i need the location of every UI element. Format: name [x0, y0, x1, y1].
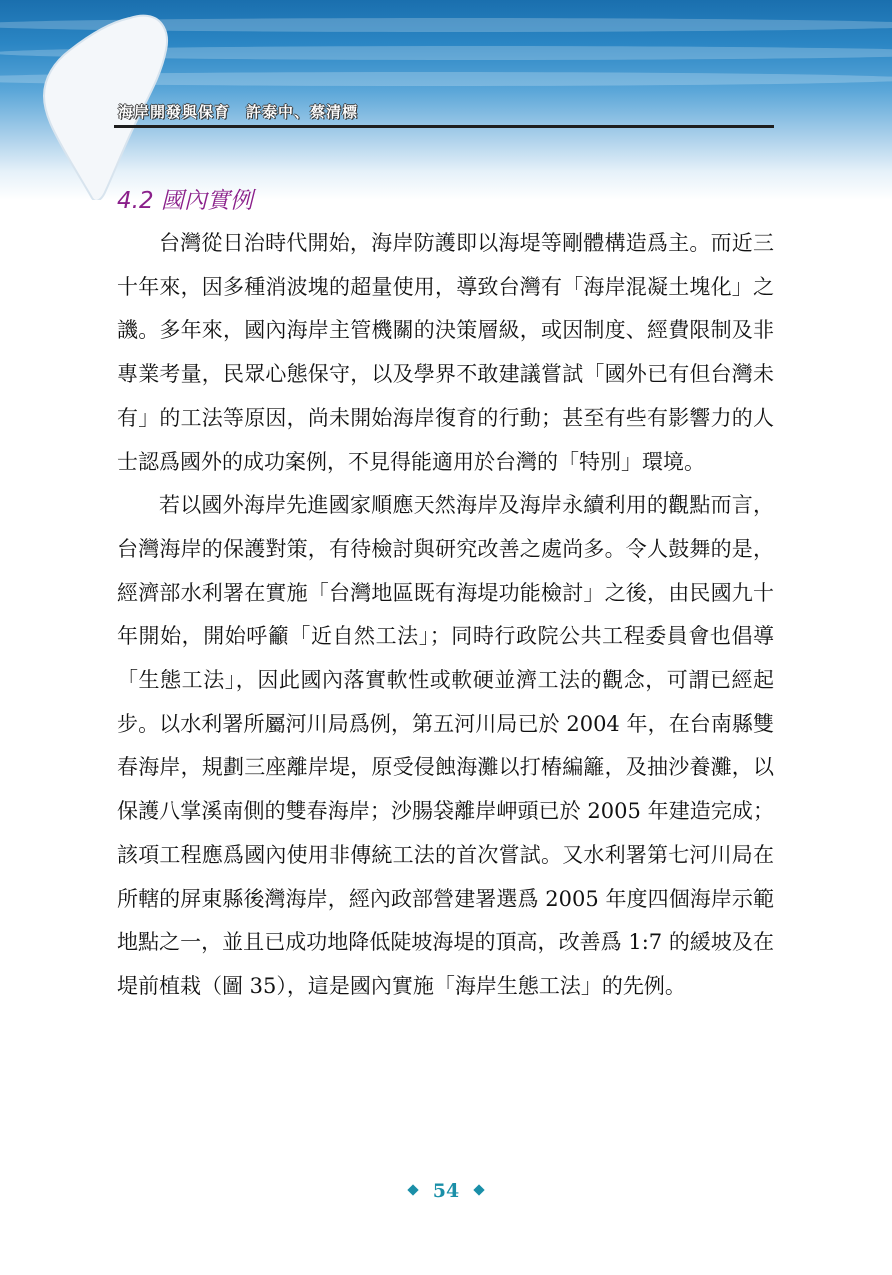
body-text: [117, 222, 774, 1009]
running-header: 海岸開發與保育 許泰中、蔡清標: [118, 103, 359, 121]
diamond-icon: [407, 1184, 418, 1195]
header-banner: [0, 0, 892, 200]
section-heading: 4.2 國內實例: [117, 188, 253, 214]
paragraph: 台灣從日治時代開始，海岸防護即以海堤等剛體構造爲主。而近三十年來，因多種消波塊的超量使用，導致台灣有「海岸混凝土塊化」之譏。多年來，國內海岸主管機關的決策層級，或因制度、經費限制及非專業考量，民眾心態保守，以及學界不敢建議嘗試「國外已有但台灣未有」的工法等原因，尚未開始海岸復育的行動；甚至有些有影響力的人士認爲國外的成功案例，不見得能適用於台灣的「特別」環境。: [117, 231, 774, 474]
page-footer: [0, 1180, 892, 1202]
diamond-icon: [474, 1184, 485, 1195]
page-number: 54: [432, 1180, 460, 1202]
paragraph: 若以國外海岸先進國家順應天然海岸及海岸永續利用的觀點而言，台灣海岸的保護對策，有待檢討與研究改善之處尚多。令人鼓舞的是，經濟部水利署在實施「台灣地區既有海堤功能檢討」之後，由民國九十年開始，開始呼籲「近自然工法」；同時行政院公共工程委員會也倡導「生態工法」，因此國內落實軟性或軟硬並濟工法的觀念，可謂已經起步。以水利署所屬河川局爲例，第五河川局已於 2004 年，在台南縣雙春海岸，規劃三座離岸堤，原受侵蝕海灘以打樁編籬，及抽沙養灘，以保護八掌溪南側的雙春海岸；沙腸袋離岸岬頭已於 2005 年建造完成；該項工程應爲國內使用非傳統工法的首次嘗試。又水利署第七河川局在所轄的屏東縣後灣海岸，經內政部營建署選爲 2005 年度四個海岸示範地點之一，並且已成功地降低陡坡海堤的頂高，改善爲 1:7 的緩坡及在堤前植栽（圖 35），這是國內實施「海岸生態工法」的先例。: [117, 493, 774, 998]
header-divider: [114, 125, 774, 128]
